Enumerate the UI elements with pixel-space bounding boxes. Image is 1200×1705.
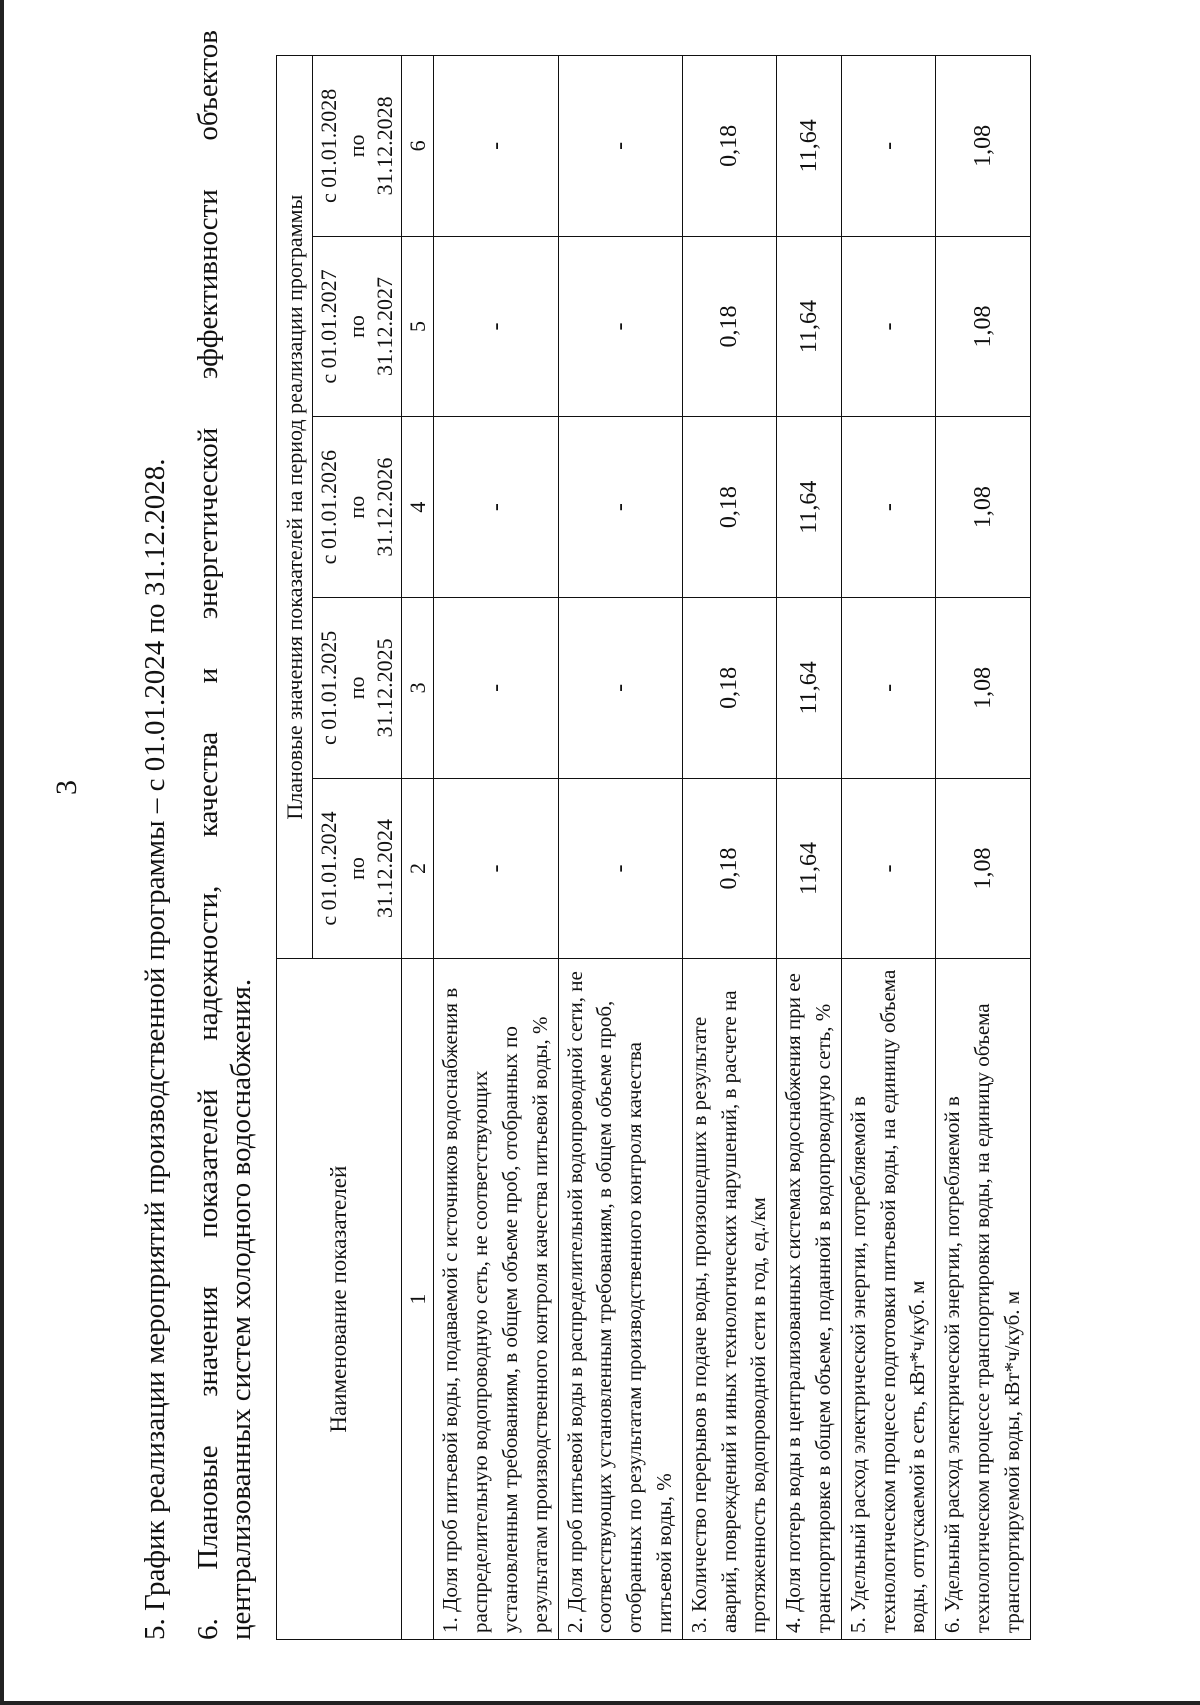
column-number: 2: [402, 778, 434, 959]
period-from: с 01.01.2026: [316, 450, 342, 565]
indicator-value: 11,64: [777, 778, 842, 959]
indicator-value: 11,64: [777, 236, 842, 417]
indicator-value: -: [434, 778, 558, 959]
period-mid: по: [344, 676, 370, 700]
period-header: [313, 236, 402, 417]
indicator-value: -: [434, 56, 558, 237]
heading-6-word: качества: [192, 731, 224, 838]
table-row: [936, 56, 1030, 1640]
period-to: 31.12.2028: [372, 96, 398, 196]
table-row: [777, 56, 842, 1640]
table-row: [434, 56, 558, 1640]
period-from: с 01.01.2028: [316, 88, 342, 203]
heading-6-word: и: [192, 667, 224, 684]
indicator-value: 0,18: [682, 778, 776, 959]
heading-section-5: 5. График реализации мероприятий производственной программы – с 01.01.2024 по 31.12.2028.: [139, 458, 171, 1640]
indicator-value: -: [841, 598, 935, 779]
period-header: [313, 417, 402, 598]
period-from: с 01.01.2027: [316, 269, 342, 384]
indicator-value: 0,18: [682, 598, 776, 779]
period-header: [313, 56, 402, 237]
indicator-value: -: [841, 236, 935, 417]
column-number: 5: [402, 236, 434, 417]
column-number: 6: [402, 56, 434, 237]
indicator-name: 2. Доля проб питьевой воды в распределительной водопроводной сети, не соответствующих установленным требованиям, в общем объеме проб, отобранных по результатам производственного контроля качества питьевой воды, %: [558, 959, 682, 1640]
rotated-content: [44, 20, 1179, 1660]
column-number: 4: [402, 417, 434, 598]
indicators-table: [276, 55, 1031, 1640]
indicator-value: 1,08: [936, 778, 1030, 959]
indicator-name: 6. Удельный расход электрической энергии, потребляемой в технологическом процессе транспортировки воды, на единицу объема транспортируемой воды, кВт*ч/куб. м: [936, 959, 1030, 1640]
heading-6-word: энергетической: [192, 427, 224, 620]
indicator-name: 5. Удельный расход электрической энергии, потребляемой в технологическом процессе подготовки питьевой воды, на единицу объема воды, отпускаемой в сеть, кВт*ч/куб. м: [841, 959, 935, 1640]
indicator-value: -: [558, 417, 682, 598]
period-to: 31.12.2027: [372, 277, 398, 377]
period-mid: по: [344, 134, 370, 158]
period-group-header: Плановые значения показателей на период реализации программы: [277, 56, 313, 959]
heading-6-word: 6.: [192, 1618, 224, 1640]
column-number: 3: [402, 598, 434, 779]
heading-section-6: [192, 30, 258, 1640]
heading-6-word: значения: [192, 1286, 224, 1397]
indicator-value: -: [841, 417, 935, 598]
period-header: [313, 778, 402, 959]
column-number-row: [402, 56, 434, 1640]
indicator-name: 4. Доля потерь воды в централизованных системах водоснабжения при ее транспортировке в общем объеме, поданной в водопроводную сеть, %: [777, 959, 842, 1640]
period-from: с 01.01.2025: [316, 630, 342, 745]
indicator-value: 0,18: [682, 417, 776, 598]
heading-6-line-1: [192, 30, 225, 1640]
indicator-value: 11,64: [777, 598, 842, 779]
period-from: с 01.01.2024: [316, 811, 342, 926]
indicator-value: 0,18: [682, 56, 776, 237]
page-number: 3: [50, 780, 83, 795]
table-header-row-1: [277, 56, 313, 1640]
heading-6-word: объектов: [192, 30, 224, 141]
heading-6-line-2: централизованных систем холодного водоснабжения.: [224, 978, 257, 1640]
indicator-value: -: [434, 598, 558, 779]
table-row: [841, 56, 935, 1640]
period-to: 31.12.2025: [372, 638, 398, 738]
indicator-name: 3. Количество перерывов в подаче воды, произошедших в результате аварий, повреждений и иных технологических нарушений, в расчете на протяженность водопроводной сети в год, ед./км: [682, 959, 776, 1640]
period-to: 31.12.2026: [372, 457, 398, 557]
indicator-value: -: [558, 56, 682, 237]
period-mid: по: [344, 315, 370, 338]
period-mid: по: [344, 495, 370, 519]
indicator-value: -: [558, 598, 682, 779]
heading-6-word: Плановые: [192, 1445, 224, 1570]
indicator-value: -: [558, 236, 682, 417]
indicator-value: 0,18: [682, 236, 776, 417]
indicator-value: 1,08: [936, 236, 1030, 417]
column-number: 1: [402, 959, 434, 1640]
indicator-value: 11,64: [777, 417, 842, 598]
heading-6-word: надежности,: [192, 885, 224, 1041]
table-row: [558, 56, 682, 1640]
table-row: [682, 56, 776, 1640]
table-body: [402, 56, 1031, 1640]
indicator-value: 1,08: [936, 417, 1030, 598]
indicator-value: -: [558, 778, 682, 959]
heading-6-word: эффективности: [192, 189, 224, 380]
heading-6-word: показателей: [192, 1089, 224, 1238]
period-header: [313, 598, 402, 779]
indicator-value: -: [434, 236, 558, 417]
indicator-value: 11,64: [777, 56, 842, 237]
period-mid: по: [344, 857, 370, 880]
indicator-name: 1. Доля проб питьевой воды, подаваемой с источников водоснабжения в распределительную водопроводную сеть, не соответствующих установленным требованиям, в общем объеме проб, отобранных по результатам производственного контроля качества питьевой воды, %: [434, 959, 558, 1640]
indicator-value: -: [434, 417, 558, 598]
indicator-value: 1,08: [936, 56, 1030, 237]
indicator-value: -: [841, 56, 935, 237]
indicator-value: -: [841, 778, 935, 959]
name-column-header: Наименование показателей: [277, 959, 402, 1640]
period-to: 31.12.2024: [372, 818, 398, 918]
indicator-value: 1,08: [936, 598, 1030, 779]
